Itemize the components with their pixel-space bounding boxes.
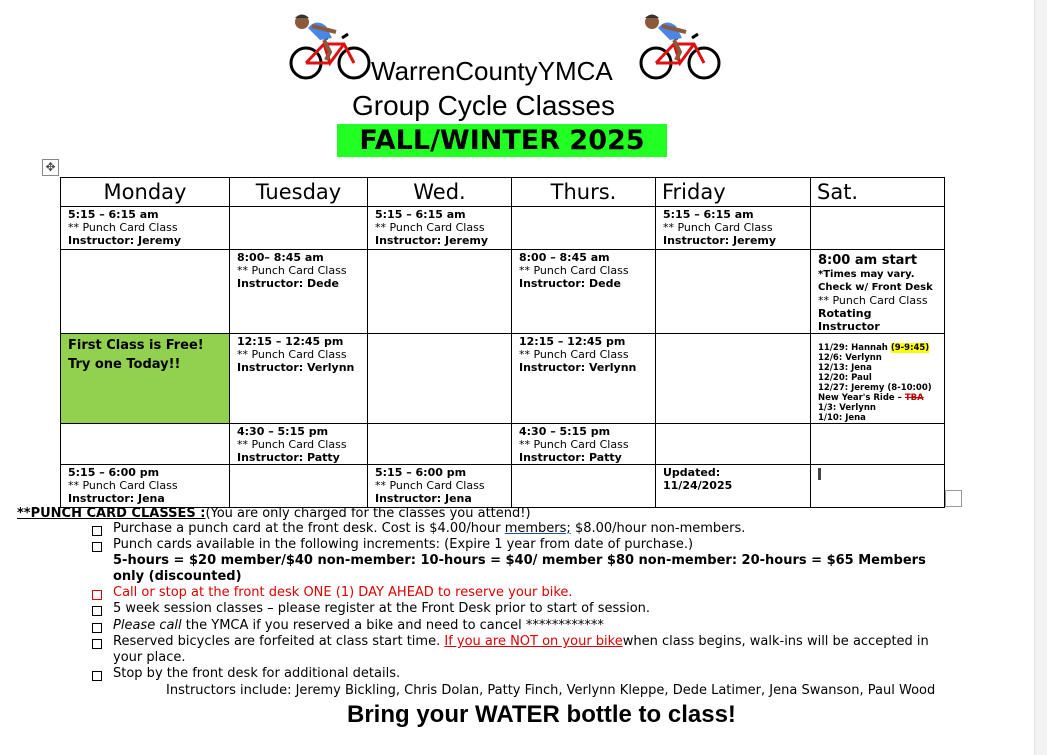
- class-time: 5:15 – 6:00 pm: [375, 466, 467, 479]
- punch-card-label: ** Punch Card Class: [237, 438, 347, 451]
- class-instructor: Instructor: Patty: [237, 451, 340, 464]
- class-cell: [230, 250, 368, 334]
- punch-card-label: ** Punch Card Class: [663, 221, 773, 234]
- class-instructor: Instructor: Verlynn: [519, 361, 637, 374]
- instructors-list: Instructors include: Jeremy Bickling, Chris Dolan, Patty Finch, Verlynn Kleppe, Dede Latimer, Jena Swanson, Paul Wood: [166, 683, 936, 698]
- not-on-bike-warning: If you are NOT on your bike: [444, 634, 623, 649]
- table-row: [61, 424, 945, 465]
- punch-card-label: ** Punch Card Class: [237, 348, 347, 361]
- prices-text: 5-hours = $20 member/$40 non-member: 10-hours = $40/ member $80 non-member: 20-hours = $65 Members: [113, 553, 926, 568]
- class-instructor: Instructor: Patty: [519, 451, 622, 464]
- class-time: 4:30 – 5:15 pm: [237, 425, 329, 438]
- class-instructor: Instructor: Jeremy: [663, 234, 777, 247]
- punch-card-label: ** Punch Card Class: [519, 348, 629, 361]
- class-cell: [368, 465, 512, 508]
- info-line-details: Stop by the front desk for additional details.: [113, 666, 401, 681]
- class-time: 5:15 – 6:00 pm: [68, 466, 160, 479]
- saturday-date-item: 12/6: Verlynn: [818, 353, 882, 363]
- class-time: 5:15 – 6:15 am: [663, 208, 754, 221]
- class-time: 4:30 – 5:15 pm: [519, 425, 611, 438]
- water-reminder: Bring your WATER bottle to class!: [347, 701, 736, 728]
- punch-card-label: ** Punch Card Class: [375, 479, 485, 492]
- empty-cell: [512, 207, 656, 250]
- updated-label: Updated:: [663, 466, 721, 479]
- info-line-increments: Punch cards available in the following increments: (Expire 1 year from date of purchase.): [113, 537, 694, 552]
- class-cell: [512, 424, 656, 465]
- cyclist-clipart-icon: [286, 8, 374, 80]
- class-cell: [656, 207, 811, 250]
- empty-cell: [230, 207, 368, 250]
- empty-cell: [811, 424, 945, 465]
- day-header-tuesday: Tuesday: [230, 178, 368, 207]
- empty-cell: [368, 334, 512, 424]
- class-time: 12:15 – 12:45 pm: [237, 335, 344, 348]
- class-cell: [230, 334, 368, 424]
- cyclist-clipart-icon: [636, 8, 724, 80]
- class-time: 5:15 – 6:15 am: [68, 208, 159, 221]
- struck-text: TBA: [904, 393, 924, 403]
- saturday-note: *Times may vary.: [818, 269, 915, 280]
- class-cell: [61, 207, 230, 250]
- punch-card-label: ** Punch Card Class: [237, 264, 347, 277]
- discount-text: only (discounted): [113, 569, 242, 584]
- text-cursor-cell[interactable]: [811, 465, 945, 508]
- class-time: 5:15 – 6:15 am: [375, 208, 466, 221]
- day-header-thursday: Thurs.: [512, 178, 656, 207]
- table-header-row: [61, 178, 945, 207]
- info-line-reserve: Call or stop at the front desk ONE (1) DAY AHEAD to reserve your bike.: [113, 585, 573, 600]
- promo-text: First Class is Free!: [68, 338, 204, 353]
- punch-card-label: ** Punch Card Class: [519, 438, 629, 451]
- day-header-friday: Friday: [656, 178, 811, 207]
- table-row: [61, 334, 945, 424]
- punch-card-heading: [17, 506, 531, 522]
- punch-card-heading-note: (You are only charged for the classes you attend!): [205, 506, 531, 521]
- class-instructor: Rotating Instructor: [818, 307, 880, 333]
- empty-cell: [61, 250, 230, 334]
- checkbox-bullet-icon: [92, 542, 102, 552]
- checkbox-bullet-icon: [92, 590, 102, 600]
- text-cursor: [818, 468, 821, 480]
- checkbox-bullet-icon: [92, 639, 102, 649]
- checkbox-bullet-icon: [92, 671, 102, 681]
- class-instructor: Instructor: Jena: [375, 492, 472, 505]
- empty-cell: [811, 207, 945, 250]
- updated-cell: [656, 465, 811, 508]
- saturday-date-item: 1/3: Verlynn: [818, 403, 876, 413]
- punch-card-label: ** Punch Card Class: [519, 264, 629, 277]
- info-line-discount: [113, 569, 242, 585]
- class-instructor: Instructor: Jeremy: [375, 234, 489, 247]
- class-time: 8:00 – 8:45 am: [519, 251, 610, 264]
- empty-cell: [61, 424, 230, 465]
- info-line-prices: [113, 553, 926, 569]
- free-class-promo: [61, 334, 230, 424]
- punch-card-label: ** Punch Card Class: [375, 221, 485, 234]
- punch-card-heading-bold: **PUNCH CARD CLASSES :: [17, 506, 206, 521]
- class-instructor: Instructor: Verlynn: [237, 361, 355, 374]
- updated-date: 11/24/2025: [663, 479, 733, 492]
- saturday-start-time: 8:00 am start: [818, 253, 918, 268]
- empty-cell: [656, 424, 811, 465]
- saturday-date-item: 12/13: Jena: [818, 363, 872, 373]
- schedule-table: [60, 177, 945, 508]
- empty-cell: [368, 424, 512, 465]
- vertical-scrollbar[interactable]: [1034, 0, 1047, 755]
- class-instructor: Instructor: Dede: [237, 277, 339, 290]
- empty-cell: [230, 465, 368, 508]
- table-row: [61, 465, 945, 508]
- info-line-cancel: Please call the YMCA if you reserved a bike and need to cancel ************: [113, 618, 604, 633]
- table-row: [61, 207, 945, 250]
- class-cell: [61, 465, 230, 508]
- checkbox-bullet-icon: [92, 623, 102, 633]
- please-call-italic: Please call: [113, 618, 182, 633]
- table-row: [61, 250, 945, 334]
- class-instructor: Instructor: Jena: [68, 492, 165, 505]
- saturday-date-item: New Year's Ride – TBA: [818, 393, 924, 403]
- table-resize-handle-icon[interactable]: [945, 490, 962, 507]
- day-header-saturday: Sat.: [811, 178, 945, 207]
- info-line-forfeit: Reserved bicycles are forfeited at class start time. If you are NOT on your bikewhen class begins, walk-ins will be accepted in: [113, 634, 929, 649]
- day-header-monday: Monday: [61, 178, 230, 207]
- checkbox-bullet-icon: [92, 526, 102, 536]
- saturday-date-item: 12/27: Jeremy (8-10:00): [818, 383, 932, 393]
- table-move-handle-icon[interactable]: ✥: [42, 159, 59, 176]
- punch-card-label: ** Punch Card Class: [68, 479, 178, 492]
- saturday-date-item: 11/29: Hannah (9-9:45): [818, 343, 930, 353]
- punch-card-label: ** Punch Card Class: [818, 294, 928, 307]
- empty-cell: [512, 465, 656, 508]
- class-cell: [230, 424, 368, 465]
- highlighted-time: (9-9:45): [890, 343, 930, 353]
- class-instructor: Instructor: Dede: [519, 277, 621, 290]
- info-line-forfeit-cont: your place.: [113, 650, 186, 665]
- saturday-date-item: 12/20: Paul: [818, 373, 872, 383]
- empty-cell: [656, 250, 811, 334]
- empty-cell: [656, 334, 811, 424]
- class-cell: [368, 207, 512, 250]
- saturday-date-item: 1/10: Jena: [818, 413, 866, 423]
- members-underlined: members;: [504, 521, 571, 536]
- class-time: 8:00– 8:45 am: [237, 251, 324, 264]
- org-title: WarrenCountyYMCA: [371, 56, 613, 86]
- class-instructor: Instructor: Jeremy: [68, 234, 182, 247]
- punch-card-label: ** Punch Card Class: [68, 221, 178, 234]
- saturday-class-cell: [811, 250, 945, 334]
- info-line-session: 5 week session classes – please register at the Front Desk prior to start of session.: [113, 601, 651, 616]
- info-line-cost: Purchase a punch card at the front desk. Cost is $4.00/hour members; $8.00/hour non-members.: [113, 521, 746, 536]
- empty-cell: [368, 250, 512, 334]
- season-banner: FALL/WINTER 2025: [337, 124, 667, 157]
- class-cell: [512, 334, 656, 424]
- saturday-note: Check w/ Front Desk: [818, 282, 933, 293]
- saturday-instructor-list: [811, 334, 945, 424]
- promo-text: Try one Today!!: [68, 357, 181, 372]
- page-title: Group Cycle Classes: [352, 90, 615, 121]
- class-cell: [512, 250, 656, 334]
- checkbox-bullet-icon: [92, 606, 102, 616]
- class-time: 12:15 – 12:45 pm: [519, 335, 626, 348]
- day-header-wednesday: Wed.: [368, 178, 512, 207]
